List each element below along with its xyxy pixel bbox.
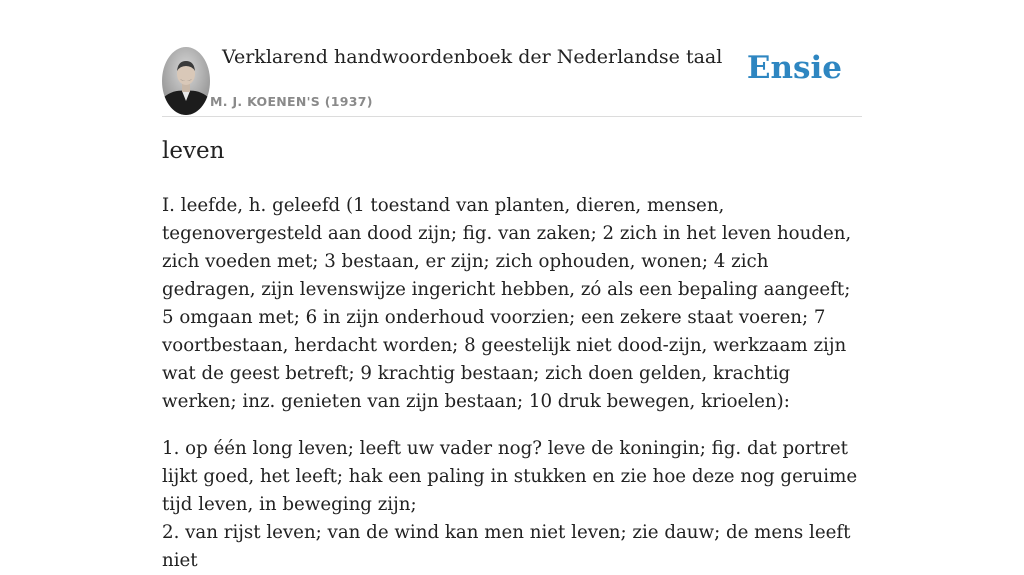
author-portrait-icon (162, 47, 210, 115)
book-title: Verklarend handwoordenboek der Nederlandse taal (222, 46, 723, 68)
page (162, 0, 862, 571)
headword: leven (162, 138, 225, 164)
entry-body (162, 192, 862, 575)
sense-item: 1. op één long leven; leeft uw vader nog? leve de koningin; fig. dat portret lijkt goed, het leeft; hak een paling in stukken en zie hoe deze nog geruime tijd leven, in beweging zijn; (162, 438, 858, 515)
senses-list (162, 435, 862, 575)
definition: I. leefde, h. geleefd (1 toestand van planten, dieren, mensen, tegenovergesteld aan dood zijn; fig. van zaken; 2 zich in het leven houden, zich voeden met; 3 bestaan, er zijn; zich ophouden, wonen; 4 zich gedragen, zijn levenswijze ingericht hebben, zó als een bepaling aangeeft; 5 omgaan met; 6 in zijn onderhoud voorzien; een zekere staat voeren; 7 voortbestaan, herdacht worden; 8 geestelijk niet dood-zijn, werkzaam zijn wat de geest betreft; 9 krachtig bestaan; zich doen gelden, krachtig werken; inz. genieten van zijn bestaan; 10 druk bewegen, krioelen): (162, 195, 852, 412)
author-label: M. J. KOENEN'S (1937) (210, 94, 373, 109)
ensie-logo-link[interactable]: Ensie (746, 50, 842, 86)
dictionary-header (162, 0, 862, 117)
sense-item: 2. van rijst leven; van de wind kan men niet leven; zie dauw; de mens leeft niet (162, 522, 851, 571)
